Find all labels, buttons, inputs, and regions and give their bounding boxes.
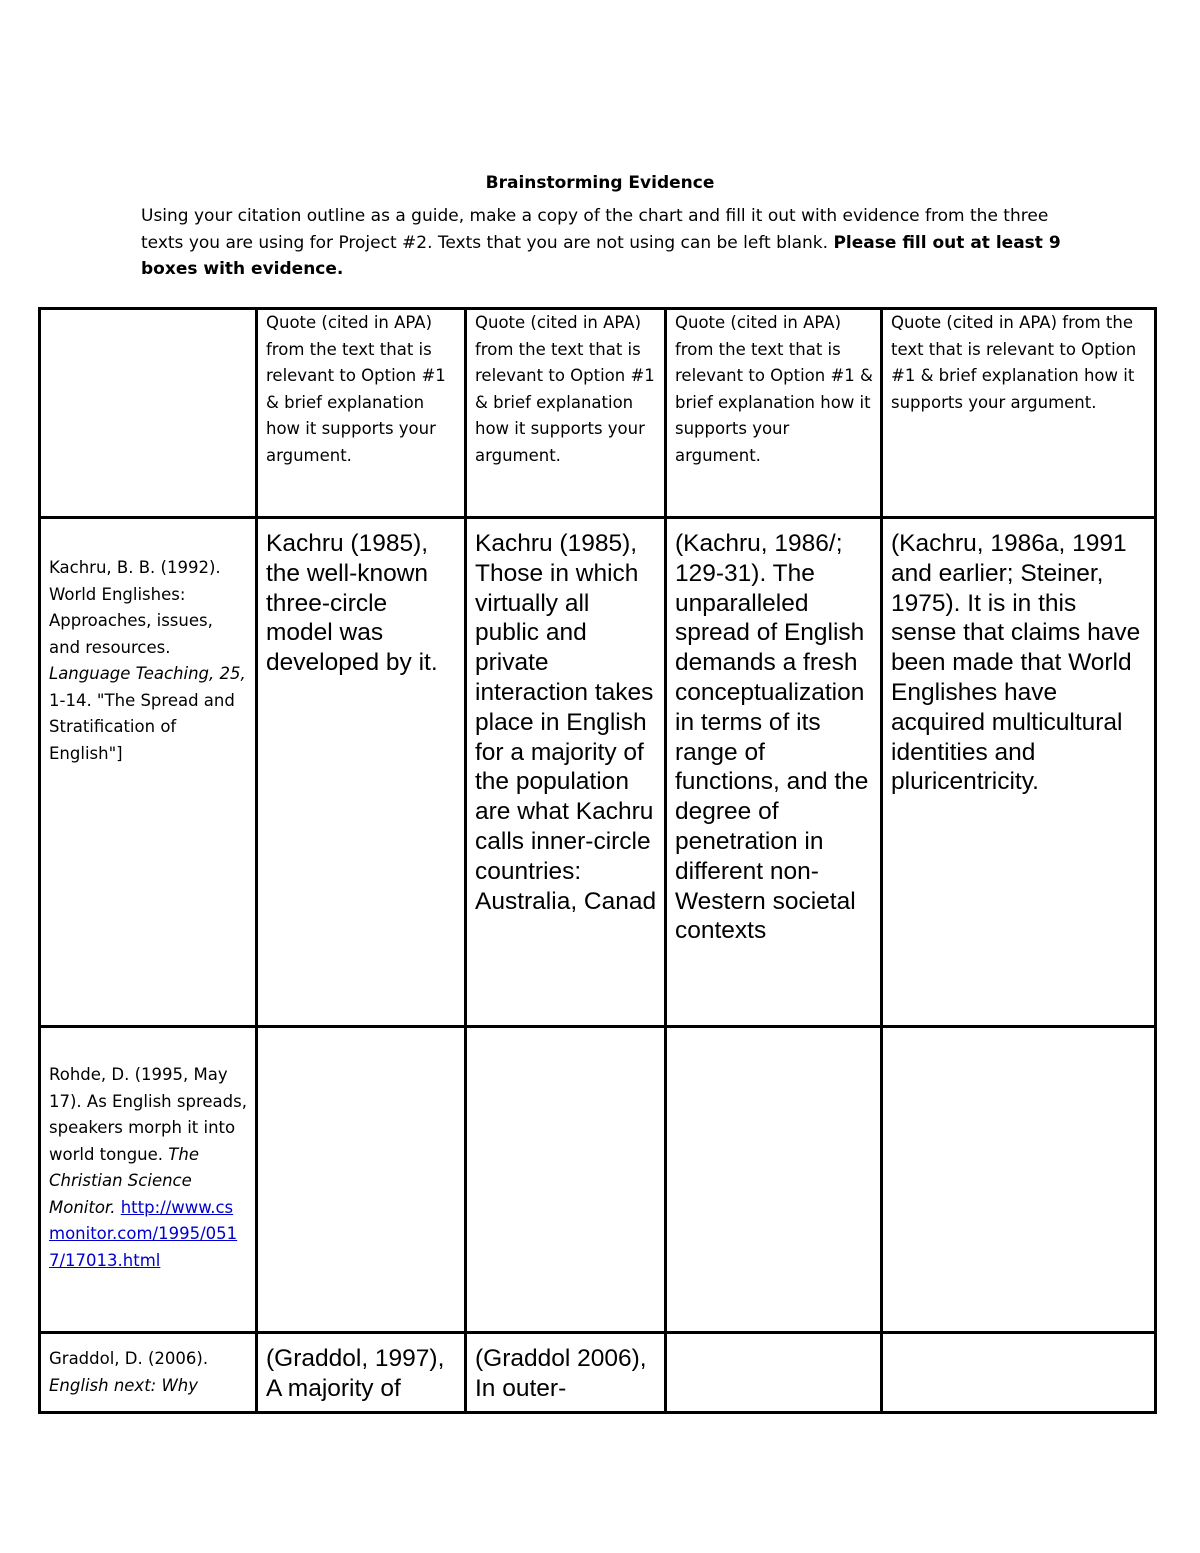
table-row bbox=[40, 1027, 1156, 1333]
quote-cell[interactable] bbox=[882, 1333, 1156, 1413]
quote-cell[interactable] bbox=[466, 1027, 666, 1333]
header-cell-empty bbox=[40, 309, 257, 518]
quote-cell[interactable]: (Graddol 2006), In outer- bbox=[466, 1333, 666, 1413]
quote-cell[interactable] bbox=[882, 1027, 1156, 1333]
quote-cell[interactable]: Kachru (1985), Those in which virtually all public and private interaction takes place in English for a majority of the population are what Kachru calls inner-circle countries: Australia, Canad bbox=[466, 518, 666, 1027]
header-cell: Quote (cited in APA) from the text that is relevant to Option #1 & brief explanation how it supports your argument. bbox=[666, 309, 882, 518]
header-cell: Quote (cited in APA) from the text that is relevant to Option #1 & brief explanation how it supports your argument. bbox=[466, 309, 666, 518]
citation-cell: Rohde, D. (1995, May 17). As English spreads, speakers morph it into world tongue. The Christian Science Monitor. http://www.csmonitor.com/1995/0517/17013.html bbox=[40, 1027, 257, 1333]
evidence-table bbox=[38, 307, 1157, 1414]
header-cell: Quote (cited in APA) from the text that is relevant to Option #1 & brief explanation how it supports your argument. bbox=[257, 309, 466, 518]
quote-cell[interactable]: (Kachru, 1986/; 129-31). The unparalleled spread of English demands a fresh conceptualization in terms of its range of functions, and the degree of penetration in different non-Western societal contexts bbox=[666, 518, 882, 1027]
quote-cell[interactable]: (Kachru, 1986a, 1991 and earlier; Steiner, 1975). It is in this sense that claims have been made that World Englishes have acquired multicultural identities and pluricentricity. bbox=[882, 518, 1156, 1027]
citation-link[interactable]: http://www.csmonitor.com/1995/0517/17013.html bbox=[49, 1197, 238, 1270]
instructions-text: Using your citation outline as a guide, make a copy of the chart and fill it out with evidence from the three texts you are using for Project #2. Texts that you are not using can be left blank. bbox=[141, 206, 1049, 253]
page-title: Brainstorming Evidence bbox=[485, 173, 715, 193]
citation-cell: Graddol, D. (2006). English next: Why bbox=[40, 1333, 257, 1413]
header-cell: Quote (cited in APA) from the text that is relevant to Option #1 & brief explanation how it supports your argument. bbox=[882, 309, 1156, 518]
citation-cell: Kachru, B. B. (1992). World Englishes: Approaches, issues, and resources. Language Teaching, 25, 1-14. "The Spread and Stratification of English"] bbox=[40, 518, 257, 1027]
table-row bbox=[40, 518, 1156, 1027]
quote-cell[interactable]: Kachru (1985), the well-known three-circle model was developed by it. bbox=[257, 518, 466, 1027]
instructions-emphasis: Please fill out at least 9 boxes with evidence. bbox=[141, 232, 1061, 279]
quote-cell[interactable] bbox=[666, 1333, 882, 1413]
quote-cell[interactable]: (Graddol, 1997), A majority of bbox=[257, 1333, 466, 1413]
quote-cell[interactable] bbox=[666, 1027, 882, 1333]
instructions bbox=[141, 203, 1071, 283]
quote-cell[interactable] bbox=[257, 1027, 466, 1333]
table-header-row bbox=[40, 309, 1156, 518]
table-row bbox=[40, 1333, 1156, 1413]
